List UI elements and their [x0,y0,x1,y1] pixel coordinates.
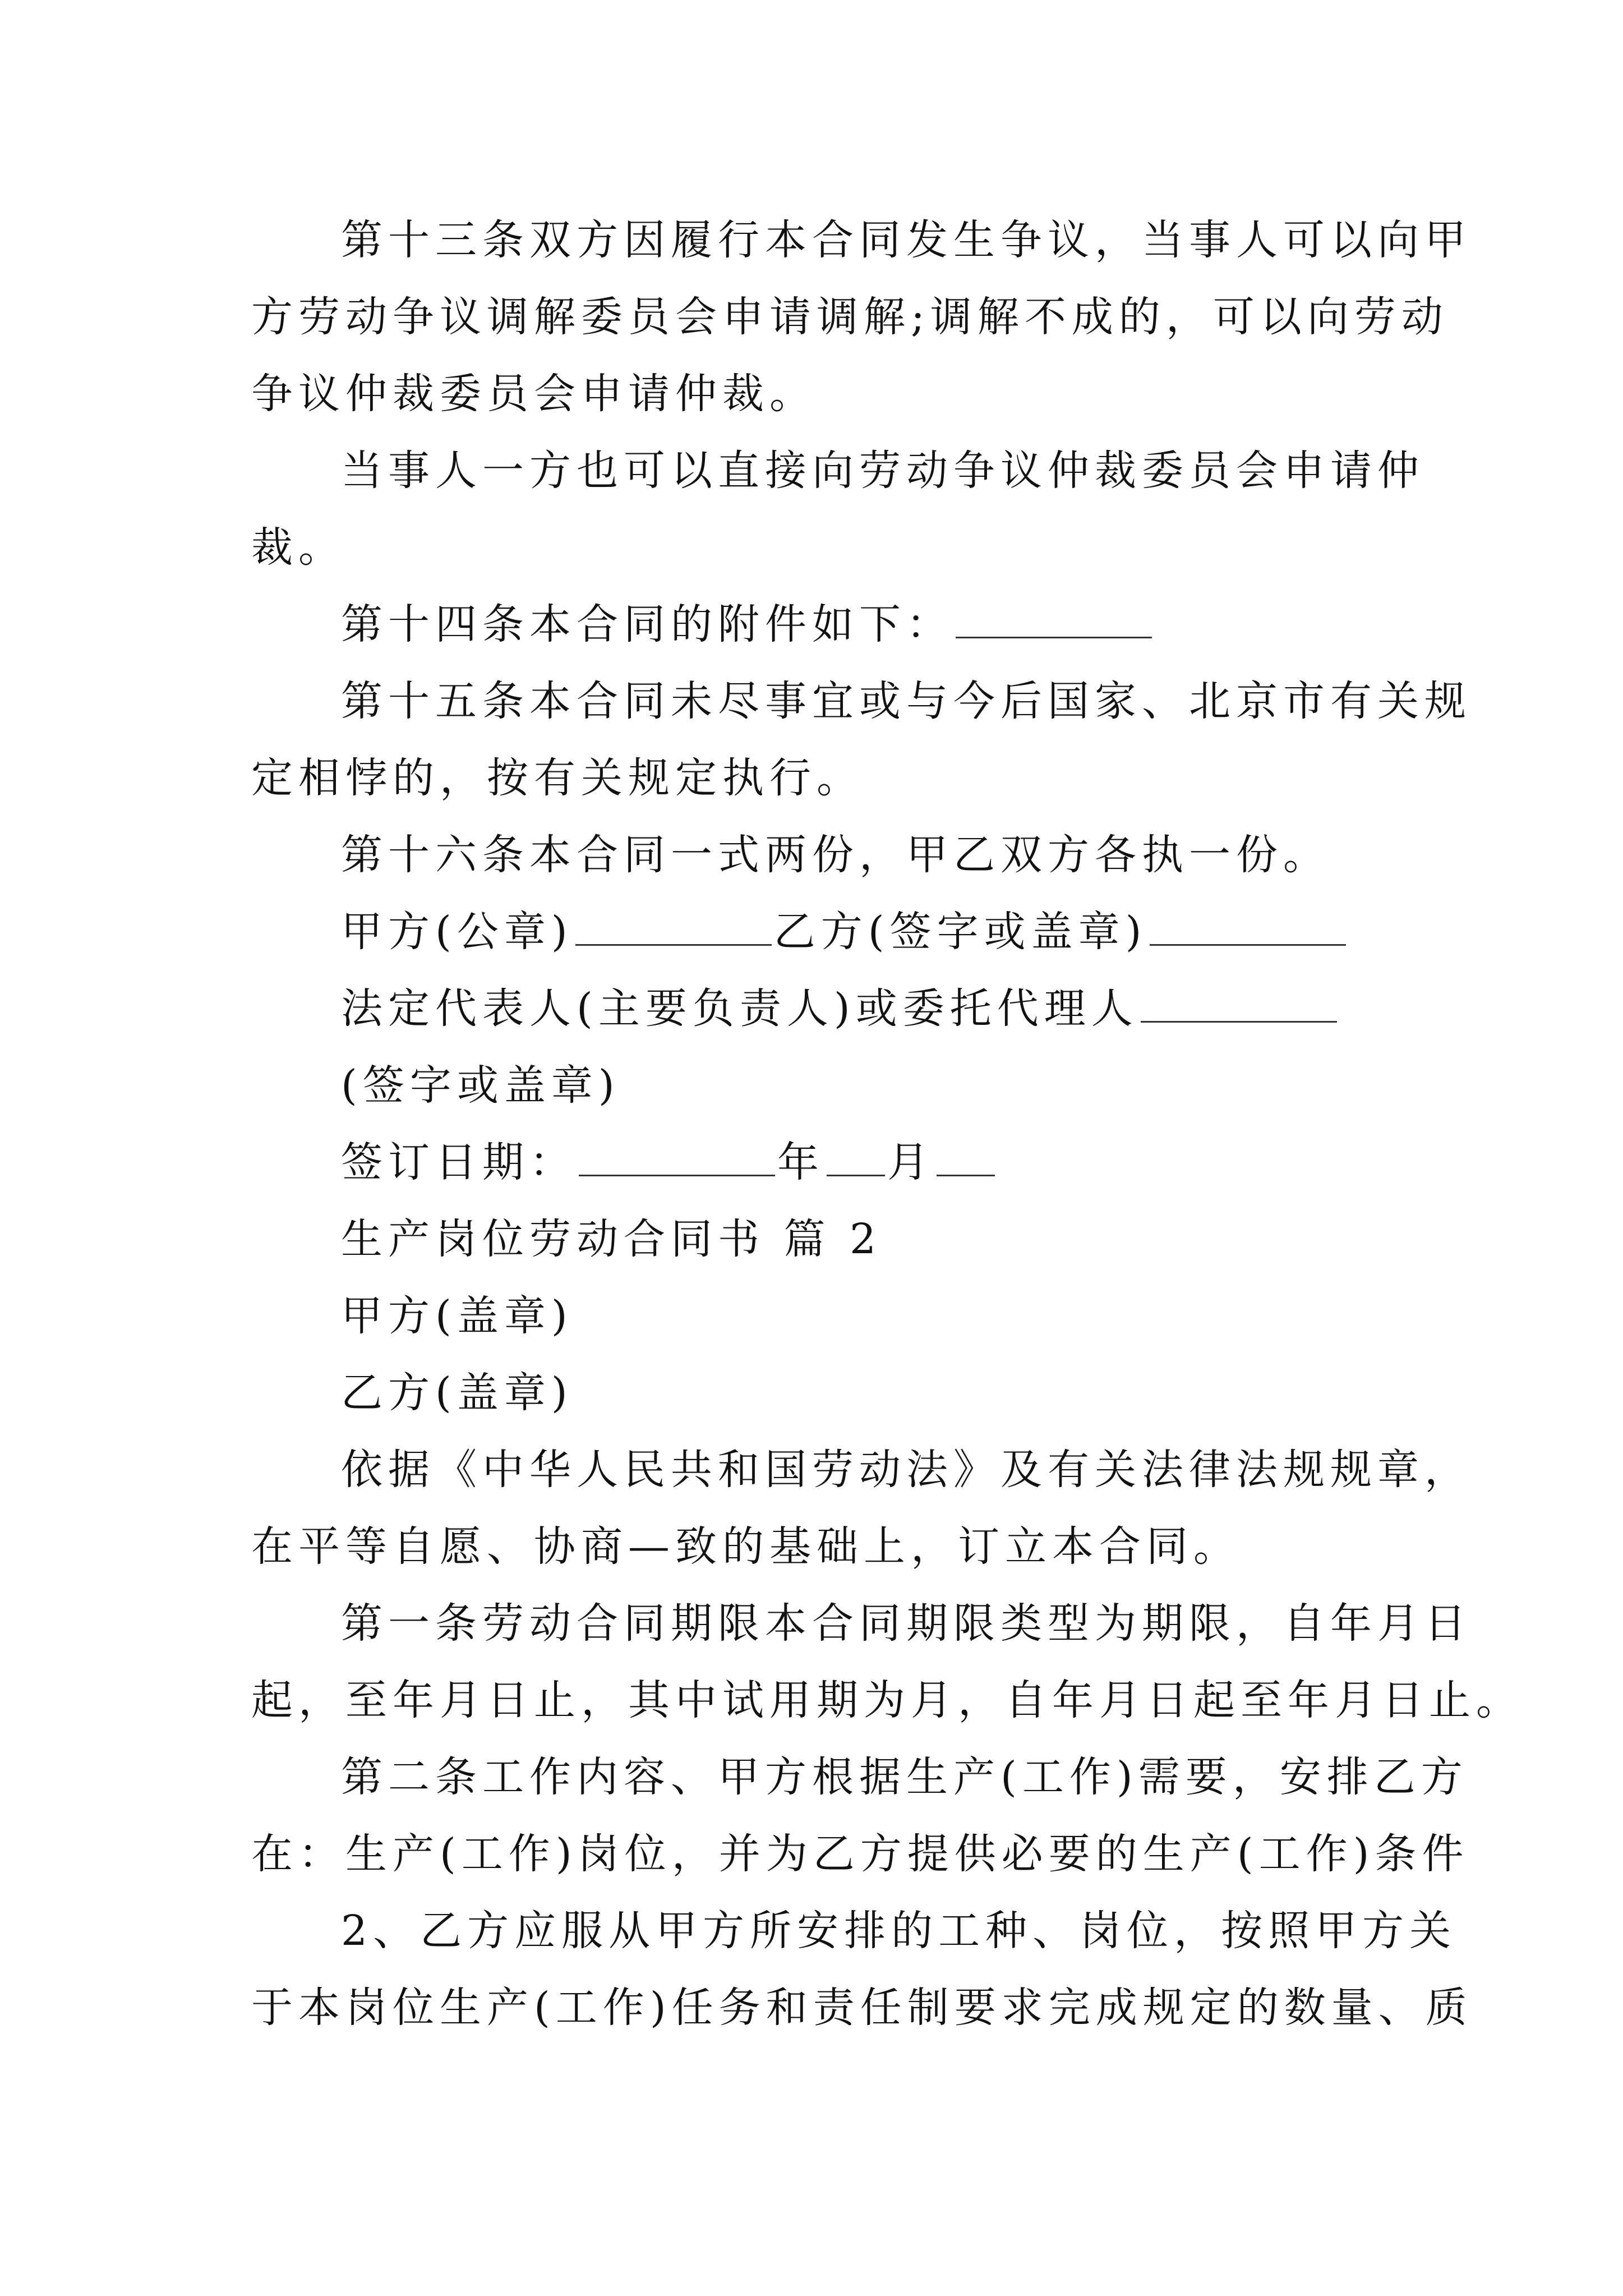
year-label: 年 [777,1138,824,1186]
paragraph-line: 争议仲裁委员会申请仲裁。 [251,370,817,418]
party-a-seal-label: 甲方(公章) [341,908,573,956]
paragraph-line: 当事人一方也可以直接向劳动争议仲裁委员会申请仲 [341,447,1424,495]
paragraph-line: 在：生产(工作)岗位，并为乙方提供必要的生产(工作)条件 [251,1830,1469,1878]
party-a-signature-blank [575,901,772,946]
day-blank [937,1132,995,1176]
paragraph-line: 在平等自愿、协商—致的基础上，订立本合同。 [251,1522,1241,1571]
party-b-sign-label: 乙方(签字或盖章) [773,908,1147,956]
paragraph-line: 第十六条本合同一式两份，甲乙双方各执一份。 [341,831,1330,879]
paragraph-line: 依据《中华人民共和国劳动法》及有关法律法规规章， [341,1446,1472,1494]
attachments-label: 第十四条本合同的附件如下： [341,600,953,648]
representative-blank [1141,978,1337,1023]
paragraph-line: 第十三条双方因履行本合同发生争议，当事人可以向甲 [341,216,1472,264]
party-b-signature-blank [1150,901,1346,946]
paragraph-line: 方劳动争议调解委员会申请调解;调解不成的，可以向劳动 [251,293,1449,341]
section-title: 生产岗位劳动合同书 篇 2 [341,1215,882,1263]
representative-line [251,970,1390,1047]
signature-parties-line [251,894,1390,970]
sign-or-seal-line: (签字或盖章) [341,1061,620,1110]
paragraph-line: 定相悖的，按有关规定执行。 [251,754,864,802]
paragraph-line: 于本岗位生产(工作)任务和责任制要求完成规定的数量、质 [251,1984,1473,2032]
party-a-line: 甲方(盖章) [341,1292,573,1340]
paragraph-line: 起，至年月日止，其中试用期为月，自年月日起至年月日止。 [251,1676,1523,1724]
party-b-line: 乙方(盖章) [341,1369,573,1417]
representative-label: 法定代表人(主要负责人)或委托代理人 [341,984,1138,1033]
month-blank [827,1132,885,1176]
sign-date-line [251,1124,1390,1201]
attachments-blank [956,594,1152,638]
document-body [251,202,1523,2046]
paragraph-line: 第一条劳动合同期限本合同期限类型为期限，自年月日 [341,1599,1472,1648]
year-blank [579,1132,775,1176]
paragraph-line: 第十五条本合同未尽事宜或与今后国家、北京市有关规 [341,677,1472,725]
month-label: 月 [887,1138,934,1186]
paragraph-line: 第二条工作内容、甲方根据生产(工作)需要，安排乙方 [341,1753,1468,1801]
paragraph-line: 2、乙方应服从甲方所安排的工种、岗位，按照甲方关 [341,1907,1457,1955]
attachments-line [251,586,1390,663]
paragraph-line: 裁。 [251,523,345,572]
sign-date-label: 签订日期： [341,1138,577,1186]
